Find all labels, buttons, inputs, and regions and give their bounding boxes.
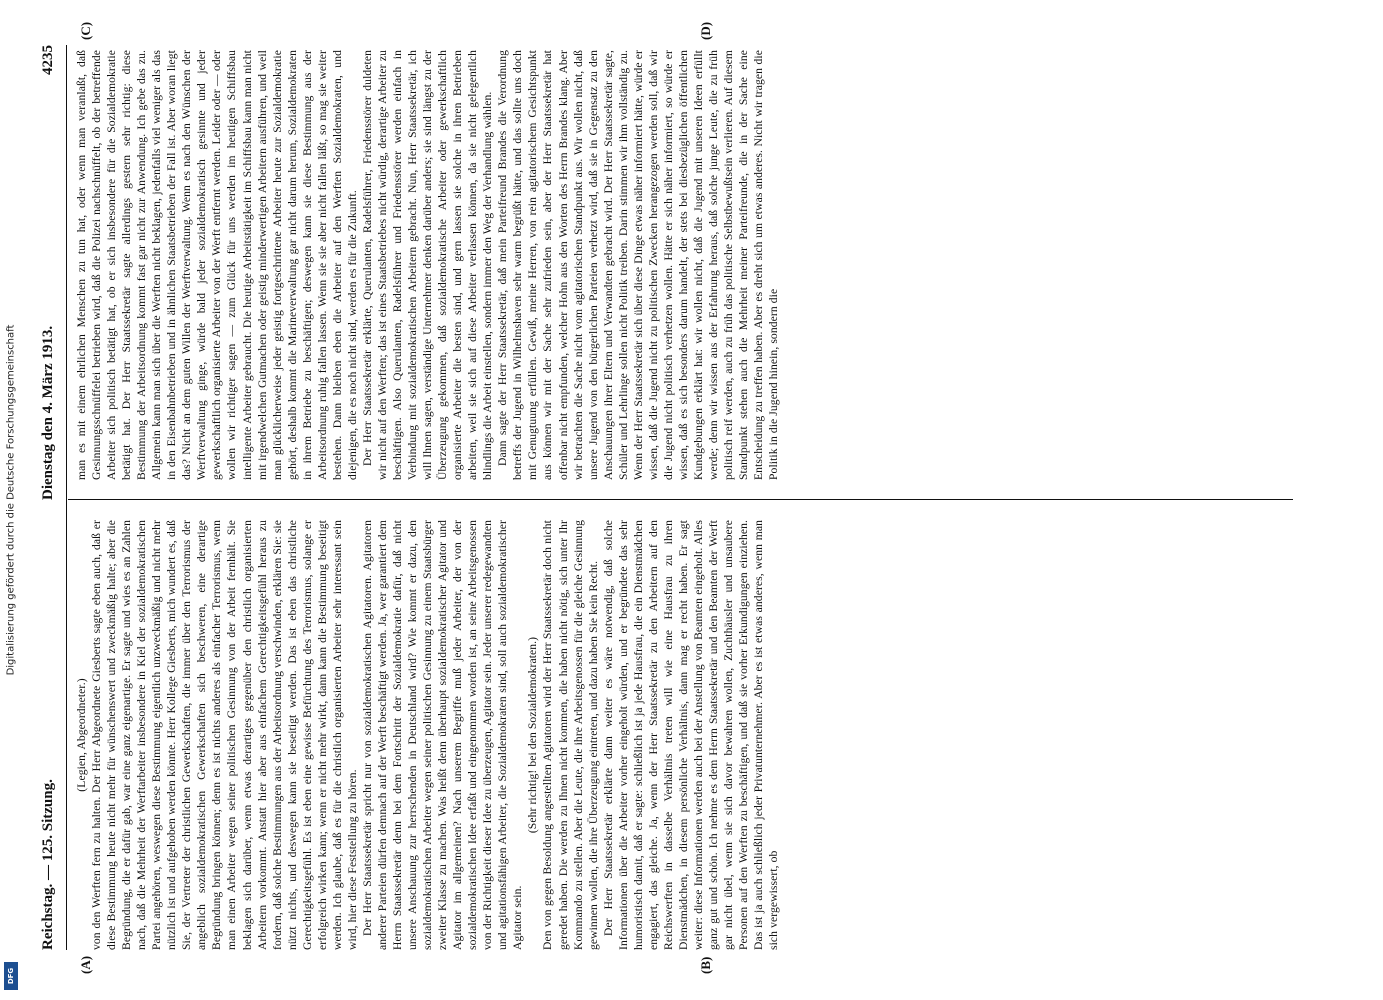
speaker-label: (Legien, Abgeordneter.) xyxy=(75,678,88,792)
right-column xyxy=(74,50,1289,480)
column-divider xyxy=(68,499,1293,500)
dfg-logo-text: DFG xyxy=(7,967,15,985)
header-date: Dienstag den 4. März 1913. xyxy=(40,325,56,500)
running-header xyxy=(38,45,64,950)
paragraph: Dann sagte der Herr Staatssekretär, daß mein Parteifreund Brandes die Verordnung betreffs der Jugend in Wilhelmshaven sehr warm begrüßt hätte, und das sollte uns doch mit Genugtuung erfüllen. Gewiß, meine Herren, von rein agitatorischem Gesichtspunkt aus können wir mit der Sache sehr zufrieden sein, aber der Herr Staatssekretär hat offenbar nicht empfunden, welcher Hohn aus den Worten des Herrn Brandes klang. Aber wir betrachten die Sache nicht vom agitatorischen Standpunkt aus. Wir wollen nicht, daß unsere Jugend von den bürgerlichen Parteien verhetzt wird, daß sie in Gegensatz zu den Anschauungen ihrer Eltern und Verwandten gebracht wird. Der Herr Staatssekretär sagte, Schüler und Lehrlinge sollen nicht Politik treiben. Darin stimmen wir ihm vollständig zu. Wenn der Herr Staatssekretär sich über diese Dinge etwas näher informiert hätte, würde er wissen, daß die Jugend nicht zu politischen Zwecken herangezogen werden soll, daß wir die Jugend nicht politisch verhetzen wollen. Hätte er sich näher informiert, so würde er wissen, daß es sich besonders darum handelt, der stets bei diesbezüglichen öffentlichen Kundgebungen erklärt hat: wir wollen nicht, daß die Jugend mit unseren Ideen erfüllt werde; denn wir wissen aus der Erfahrung heraus, daß solche junge Leute, die zu früh politisch reif werden, auch zu früh das politische Selbstbewußtsein verlieren. Auf diesem Standpunkt stehen auch die Mehrheit meiner Parteifreunde, die in der Sache eine Entscheidung zu treffen haben. Aber es dreht sich um etwas anderes. Nicht wir tragen die Politik in die Jugend hinein, sondern die xyxy=(496,50,781,480)
paragraph: man es mit einem ehrlichen Menschen zu tun hat, oder wenn man veranlaßt, daß Gesinnungsschnüffelei betrieben wird, daß die Polizei nachschnüffelt, ob der betreffende Arbeiter sich politisch betätigt hat, ob er sich insbesondere für die Sozialdemokratie betätigt hat. Der Herr Staatssekretär sagte allerdings gestern sehr richtig: diese Bestimmung der Arbeitsordnung kommt fast gar nicht zur Anwendung. Ich gebe das zu. Allgemein kann man sich über die Werften nicht beklagen, jedenfalls viel weniger als das in den Eisenbahnbetrieben und in ähnlichen Staatsbetrieben der Fall ist. Aber woran liegt das? Nicht an dem guten Willen der Werftverwaltung. Wenn es nach den Wünschen der Werftverwaltung ginge, würde bald jeder sozialdemokratisch gesinnte und jeder gewerkschaftlich organisierte Arbeiter von der Werft entfernt werden. Leider oder — oder wollen wir richtiger sagen — zum Glück für uns werden im heutigen Schiffsbau intelligente Arbeiter gebraucht. Die heutige Arbeitstätigkeit im Schiffsbau kann man nicht mit irgendwelchen Gutmachen oder geistig minderwertigen Arbeitern ausführen, und weil man glücklicherweise jeder geistig fortgeschrittene Arbeiter heute zur Sozialdemokratie gehört, deshalb kommt die Marineverwaltung gar nicht darum herum, Sozialdemokraten in ihrem Betriebe zu beschäftigen; deswegen kann sie diese Bestimmung aus der Arbeitsordnung ruhig fallen lassen. Wenn sie sie aber nicht fallen läßt, so mag sie weiter bestehen. Dann bleiben eben die Arbeiter auf den Werften Sozialdemokraten, und diejenigen, die es noch nicht sind, werden es für die Zukunft. xyxy=(75,50,359,480)
paragraph: von den Werften fern zu halten. Der Herr Abgeordnete Giesberts sagte eben auch, daß er diese Bestimmung heute nicht mehr für wünschenswert und zweckmäßig halte; aber die Begründung, die er dafür gab, war eine ganz eigenartige. Er sagte und wies es an Zahlen nach, daß die Mehrheit der Werftarbeiter insbesondere in Kiel der sozialdemokratischen Partei angehören, weswegen diese Bestimmung eigentlich unzweckmäßig und nicht mehr nützlich ist und aufgehoben werden könnte. Herr Kollege Giesberts, mich wundert es, daß Sie, der Vertreter der christlichen Gewerkschaften, die immer über den Terrorismus der angeblich sozialdemokratischen Gewerkschaften sich beschweren, eine derartige Begründung bringen können; denn es ist nichts anderes als einfacher Terrorismus, wenn man einen Arbeiter wegen seiner politischen Gesinnung von der Arbeit fernhält. Sie beklagen sich darüber, wenn etwas derartiges gegenüber den christlich organisierten Arbeitern vorkommt. Anstatt hier aber aus einfachem Gerechtigkeitsgefühl heraus zu fordern, daß solche Bestimmungen aus der Arbeitsordnung verschwinden, erklären Sie: sie nützt nichts, und deswegen kann sie beseitigt werden. Das ist eben das christliche Gerechtigkeitsgefühl. Es ist eben eine gewisse Befürchtung des Terrorismus, solange er erfolgreich wirken kann; wenn er nicht mehr wirkt, dann kann die Bestimmung beseitigt werden. Ich glaube, daß es für die christlich organisierten Arbeiter sehr interessant sein wird, hier diese Feststellung zu hören. xyxy=(90,520,359,950)
margin-marker-d: (D) xyxy=(698,21,713,40)
paragraph: Der Herr Staatssekretär erklärte, Querulanten, Radelsführer, Friedensstörer duldeten wir nicht auf den Werften; das ist eines Staatsbetriebes nicht würdig, derartige Arbeiter zu beschäftigen. Also Querulanten, Radelsführer und Friedensstörer werden einfach in Verbindung mit sozialdemokratischen Arbeitern gebracht. Nun, Herr Staatssekretär, ich will Ihnen sagen, verständige Unternehmer denken darüber anders; sie sind längst zu der Überzeugung gekommen, daß sozialdemokratische Arbeiter oder gewerkschaftlich organisierte Arbeiter die besten sind, und gern lassen sie solche in ihren Betrieben arbeiten, weil sie sich auf diese Arbeiter verlassen können, da sie nicht gelegentlich blindlings die Arbeit einstellen, sondern immer den Weg der Verhandlung wählen. xyxy=(360,50,495,480)
margin-marker-b: (B) xyxy=(698,956,713,974)
digitization-note: Digitalisierung gefördert durch die Deutsche Forschungsgemeinschaft xyxy=(5,324,17,676)
dfg-logo xyxy=(4,962,18,990)
scanned-page xyxy=(38,21,1293,974)
margin-marker-c: (C) xyxy=(78,21,93,40)
left-column xyxy=(74,520,1289,950)
header-left: Reichstag. — 125. Sitzung. xyxy=(40,779,56,950)
margin-marker-a: (A) xyxy=(78,955,93,974)
digitization-sidebar xyxy=(0,0,22,1000)
page-number: 4235 xyxy=(40,45,56,75)
paragraph: Der Herr Staatssekretär spricht nur von sozialdemokratischen Agitatoren. Agitatoren anderer Parteien dürfen demnach auf der Werft beschäftigt werden. Ja, wer garantiert dem Herrn Staatssekretär denn bei dem Fortschritt der Sozialdemokratie dafür, daß nicht unsere Anschauung zur herrschenden in Deutschland wird? Wie kommt er dazu, den sozialdemokratischen Arbeiter wegen seiner politischen Gesinnung zu einem Staatsbürger zweiter Klasse zu machen. Was heißt denn überhaupt sozialdemokratischer Agitator und Agitator im allgemeinen? Nach unserem Begriffe muß jeder Arbeiter, der von der sozialdemokratischen Idee erfaßt und eingenommen worden ist, an seine Arbeitsgenossen von der Richtigkeit dieser Idee zu überzeugen, Agitator sein. Jeder unserer redegewandten und agitationsfähigen Arbeiter, die Sozialdemokraten sind, soll auch sozialdemokratischer Agitator sein. xyxy=(360,520,525,950)
interjection: (Sehr richtig! bei den Sozialdemokraten.) xyxy=(526,636,540,834)
header-rule xyxy=(66,45,67,950)
paragraph: Den von gegen Besoldung angestellten Agitatoren wird der Herr Staatssekretär doch nicht geredet haben. Die werden zu Ihnen nicht kommen, die haben nicht nötig, sich unter Ihr Kommando zu stellen. Aber die Leute, die ihre Arbeitsgenossen für die gleiche Gesinnung gewinnen wollen, die ihre Überzeugung eintreten, und dazu haben Sie kein Recht. xyxy=(541,520,600,950)
paragraph: Der Herr Staatssekretär erklärte dann weiter es wäre notwendig, daß solche Informationen über die Arbeiter vorher eingeholt würden, und er begründete das sehr humoristisch damit, daß er sagte: schließlich ist ja jede Hausfrau, die ein Dienstmädchen engagiert, das gleiche. Ja, wenn der Herr Staatssekretär zu den Arbeitern auf den Reichswerften in dasselbe Verhältnis treten will wie eine Hausfrau zu ihren Dienstmädchen, in diesem persönliche Verhältnis, dann mag er recht haben. Er sagt weiter: diese Informationen werden auch bei der Anstellung von Beamten eingeholt. Alles ganz gut und schön. Ich nehme es dem Herrn Staatssekretär und den Beamten der Werft gar nicht übel, wenn sie sich davor bewahren wollen, Zuchthäusler und unsaubere Personen auf den Werften zu beschäftigen, und daß sie vorher Erkundigungen einziehen. Das ist ja auch schließlich jeder Privatunternehmer. Aber es ist etwas anderes, wenn man sich vergewissert, ob xyxy=(601,520,781,950)
